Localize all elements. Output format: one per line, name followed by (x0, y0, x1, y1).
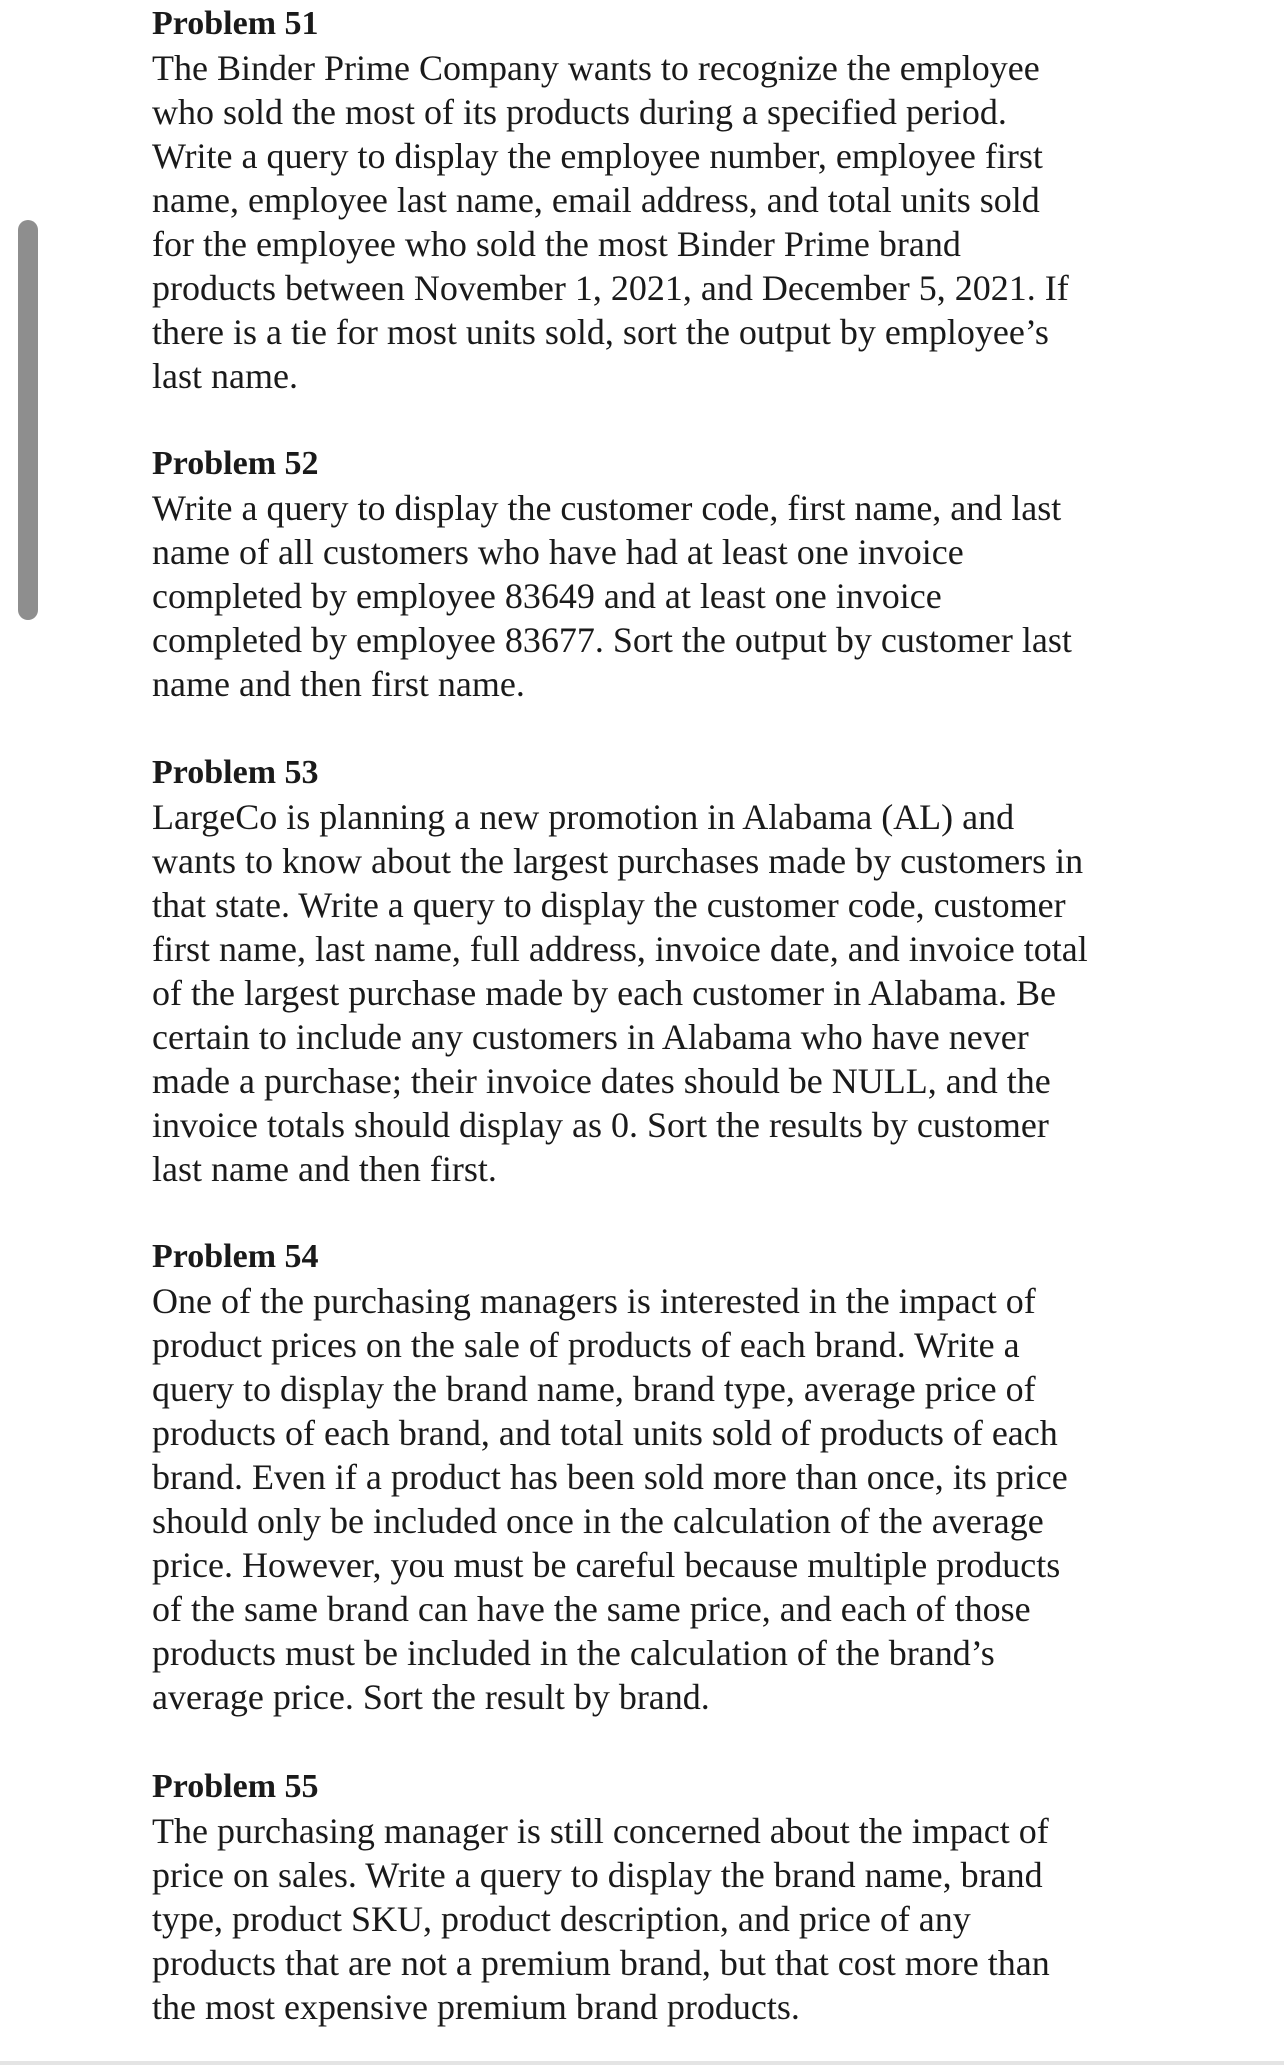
problem-text-line: who sold the most of its products during a specified period. (152, 92, 1007, 132)
problem-text-line: Write a query to display the customer code, first name, and last (152, 488, 1062, 528)
problem-title: Problem 52 (152, 445, 319, 482)
problem-text-line: wants to know about the largest purchases made by customers in (152, 841, 1084, 881)
problem-text-line: for the employee who sold the most Binder Prime brand (152, 224, 961, 264)
problem-text-line: made a purchase; their invoice dates should be NULL, and the (152, 1061, 1051, 1101)
problem-text-line: brand. Even if a product has been sold more than once, its price (152, 1457, 1068, 1497)
problem-text-line: average price. Sort the result by brand. (152, 1677, 710, 1717)
problem-text-line: query to display the brand name, brand type, average price of (152, 1369, 1036, 1409)
problem-text-line: completed by employee 83677. Sort the output by customer last (152, 620, 1072, 660)
problem-text-line: last name. (152, 356, 298, 396)
problem-51 (152, 2, 1152, 398)
problem-text-line: price. However, you must be careful because multiple products (152, 1545, 1061, 1585)
problem-54 (152, 1235, 1152, 1719)
problem-55 (152, 1765, 1152, 2029)
problem-title: Problem 53 (152, 754, 319, 791)
problem-text-line: invoice totals should display as 0. Sort the results by customer (152, 1105, 1049, 1145)
problem-title: Problem 51 (152, 5, 319, 42)
problem-text-line: LargeCo is planning a new promotion in Alabama (AL) and (152, 797, 1015, 837)
problem-text-line: there is a tie for most units sold, sort the output by employee’s (152, 312, 1049, 352)
problem-text-line: completed by employee 83649 and at least one invoice (152, 576, 942, 616)
problem-text-line: the most expensive premium brand products. (152, 1987, 800, 2027)
problem-text-line: last name and then first. (152, 1149, 497, 1189)
scrollbar[interactable] (18, 220, 38, 620)
problem-text-line: name of all customers who have had at least one invoice (152, 532, 964, 572)
problem-text-line: name, employee last name, email address, and total units sold (152, 180, 1040, 220)
problem-text-line: should only be included once in the calculation of the average (152, 1501, 1044, 1541)
problem-title: Problem 55 (152, 1768, 319, 1805)
problem-text-line: The purchasing manager is still concerned about the impact of (152, 1811, 1049, 1851)
problem-text-line: certain to include any customers in Alabama who have never (152, 1017, 1029, 1057)
problem-text-line: products must be included in the calculation of the brand’s (152, 1633, 995, 1673)
problem-53 (152, 751, 1152, 1191)
problem-text-line: type, product SKU, product description, and price of any (152, 1899, 971, 1939)
problem-text-line: products that are not a premium brand, but that cost more than (152, 1943, 1050, 1983)
problem-text-line: of the largest purchase made by each customer in Alabama. Be (152, 973, 1057, 1013)
problem-text-line: products between November 1, 2021, and December 5, 2021. If (152, 268, 1069, 308)
bottom-divider (0, 2061, 1284, 2065)
problem-text-line: products of each brand, and total units sold of products of each (152, 1413, 1058, 1453)
problem-52 (152, 442, 1152, 706)
scrollbar-thumb[interactable] (18, 220, 38, 620)
problem-text-line: that state. Write a query to display the customer code, customer (152, 885, 1066, 925)
problem-text-line: One of the purchasing managers is interested in the impact of (152, 1281, 1036, 1321)
problem-text-line: of the same brand can have the same price, and each of those (152, 1589, 1031, 1629)
problem-text-line: Write a query to display the employee number, employee first (152, 136, 1043, 176)
problem-text-line: product prices on the sale of products of each brand. Write a (152, 1325, 1020, 1365)
problem-title: Problem 54 (152, 1238, 319, 1275)
problem-text-line: The Binder Prime Company wants to recognize the employee (152, 48, 1040, 88)
problem-text-line: name and then first name. (152, 664, 525, 704)
problem-text-line: price on sales. Write a query to display the brand name, brand (152, 1855, 1043, 1895)
problem-text-line: first name, last name, full address, invoice date, and invoice total (152, 929, 1088, 969)
